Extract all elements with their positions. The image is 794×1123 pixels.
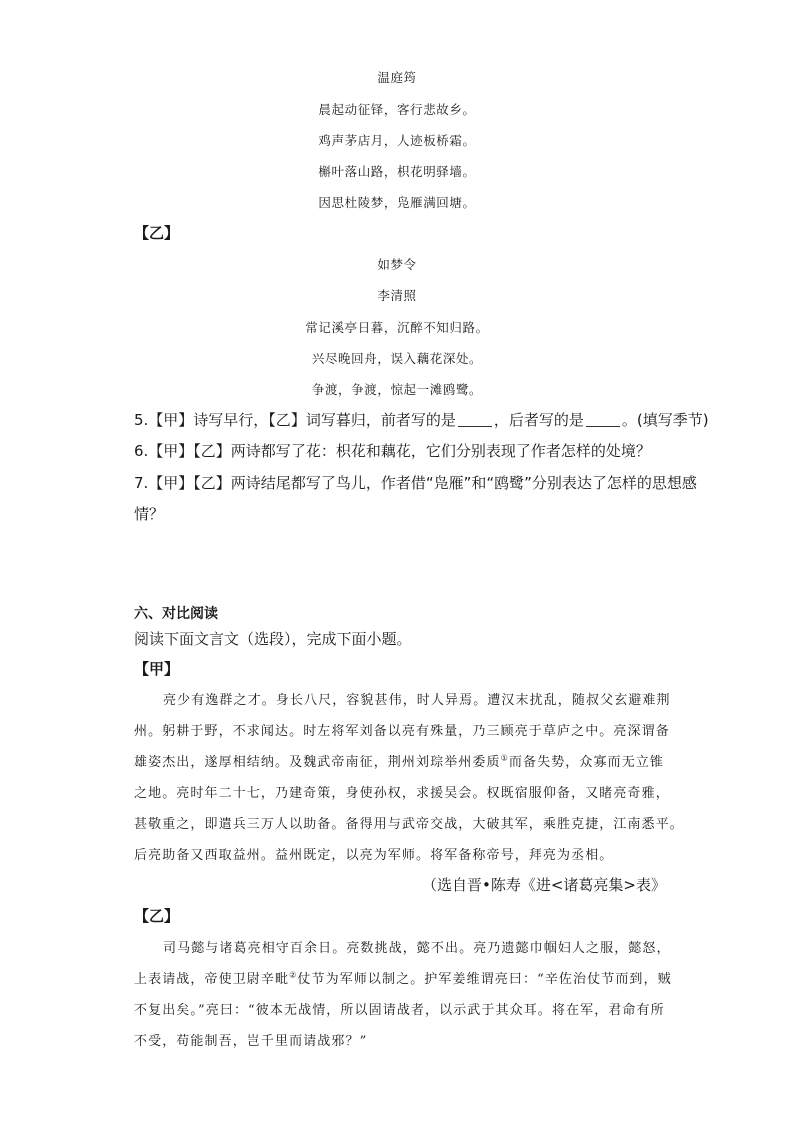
label-yi-passage: 【乙】 bbox=[134, 907, 180, 925]
passage-jia-line-6: 后亮助备又西取益州。益州既定，以亮为军师。将军备称帝号，拜亮为丞相。 bbox=[134, 848, 614, 863]
passage-yi-line-2-head: 上表请战，帝使卫尉辛毗 bbox=[134, 972, 290, 987]
section-6-heading: 六、对比阅读 bbox=[134, 606, 218, 622]
passage-jia-line-3 bbox=[134, 751, 664, 770]
answer-blank-2[interactable] bbox=[586, 412, 620, 427]
label-jia-passage: 【甲】 bbox=[134, 660, 180, 678]
passage-jia-line-3-head: 雄姿杰出，遂厚相结纳。及魏武帝南征，荆州刘琮举州委质 bbox=[134, 755, 501, 770]
poem-yi-line-2: 兴尽晚回舟，误入藕花深处。 bbox=[311, 351, 483, 366]
poem-jia-line-4: 因思杜陵梦，凫雁满回塘。 bbox=[318, 195, 476, 210]
question-5-part-b: ，后者写的是 bbox=[493, 411, 584, 429]
passage-yi-line-2-tail: 仗节为军师以制之。护军姜维谓亮曰：“辛佐治仗节而到，贼 bbox=[297, 972, 672, 987]
poem-jia-line-3: 槲叶落山路，枳花明驿墙。 bbox=[318, 164, 476, 179]
passage-yi-line-3: 不复出矣。”亮曰：“彼本无战情，所以固请战者，以示武于其众耳。将在军，君命有所 bbox=[134, 1003, 665, 1018]
question-5-part-c: 。(填写季节) bbox=[621, 411, 709, 429]
question-7-line-1: 7.【甲】【乙】两诗结尾都写了鸟儿，作者借“凫雁”和“鸥鹭”分别表达了怎样的思想感 bbox=[134, 474, 697, 492]
poem-yi-line-1: 常记溪亭日暮，沉醉不知归路。 bbox=[305, 320, 489, 335]
answer-blank-1[interactable] bbox=[458, 412, 492, 427]
passage-jia-line-2: 州。躬耕于野，不求闻达。时左将军刘备以亮有殊量，乃三顾亮于草庐之中。亮深谓备 bbox=[134, 724, 670, 739]
poem-jia-author: 温庭筠 bbox=[377, 70, 417, 85]
poem-jia-line-1: 晨起动征铎，客行悲故乡。 bbox=[318, 102, 476, 117]
question-5 bbox=[134, 409, 709, 430]
passage-jia-source: （选自晋•陈寿《进<诸葛亮集>表》 bbox=[422, 876, 666, 894]
footnote-marker-1: ① bbox=[500, 753, 509, 763]
footnote-marker-2: ② bbox=[289, 970, 298, 980]
question-7-line-2: 情？ bbox=[134, 505, 165, 523]
poem-yi-title: 如梦令 bbox=[377, 257, 417, 272]
question-5-part-a: 5.【甲】诗写早行，【乙】词写暮归，前者写的是 bbox=[134, 411, 456, 429]
passage-jia-line-5: 甚敬重之，即遣兵三万人以助备。备得用与武帝交战，大破其军，乘胜克捷，江南悉平。 bbox=[134, 817, 684, 832]
question-6: 6.【甲】【乙】两诗都写了花：枳花和藕花，它们分别表现了作者怎样的处境？ bbox=[134, 442, 651, 460]
poem-jia-line-2: 鸡声茅店月，人迹板桥霜。 bbox=[318, 133, 476, 148]
poem-yi-line-3: 争渡，争渡，惊起一滩鸥鹭。 bbox=[311, 382, 483, 397]
passage-jia-line-1: 亮少有逸群之才。身长八尺，容貌甚伟，时人异焉。遭汉末扰乱，随叔父玄避难荆 bbox=[163, 693, 671, 708]
passage-jia-line-3-tail: 而备失势，众寡而无立锥 bbox=[508, 755, 664, 770]
section-6-instruction: 阅读下面文言文（选段），完成下面小题。 bbox=[134, 630, 412, 648]
label-yi-poem: 【乙】 bbox=[134, 224, 180, 242]
poem-yi-author: 李清照 bbox=[377, 288, 417, 303]
passage-jia-line-4: 之地。亮时年二十七，乃建奇策，身使孙权，求援吴会。权既宿服仰备，又睹亮奇雅， bbox=[134, 786, 670, 801]
passage-yi-line-1: 司马懿与诸葛亮相守百余日。亮数挑战，懿不出。亮乃遗懿巾帼妇人之服，懿怒， bbox=[163, 941, 671, 956]
passage-yi-line-4: 不受，苟能制吾，岂千里而请战邪？” bbox=[134, 1034, 368, 1049]
passage-yi-line-2 bbox=[134, 968, 672, 987]
